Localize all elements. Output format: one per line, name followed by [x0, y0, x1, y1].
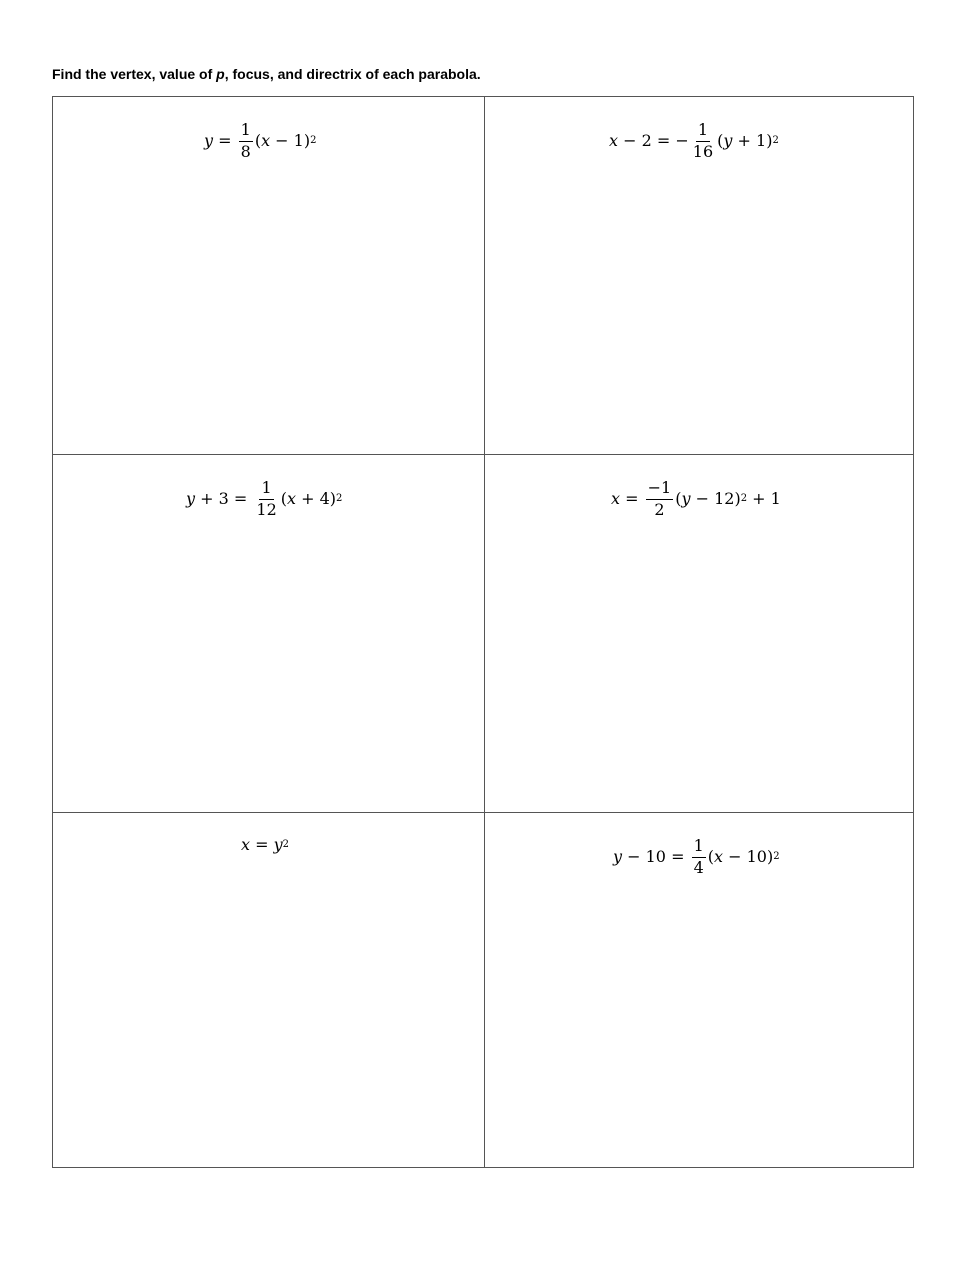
equation-2-denominator: 16	[692, 142, 714, 161]
equation-5-var: y	[273, 835, 283, 854]
problem-cell-1[interactable]	[53, 97, 484, 454]
equation-3-denominator: 12	[256, 500, 277, 519]
equation-6-lhs-var: y	[613, 847, 623, 866]
equation-2-lhs-var: x	[609, 131, 619, 150]
equation-4-lhs-rest: =	[620, 489, 644, 508]
equation-4-lhs-var: x	[611, 489, 621, 508]
problem-cell-3[interactable]	[53, 455, 484, 812]
equation-3-lhs-rest: + 3 =	[195, 489, 253, 508]
equation-6-numerator: 1	[692, 837, 706, 858]
equation-4-fraction	[646, 479, 674, 519]
equation-2-numerator: 1	[696, 121, 710, 142]
equation-5-lhs-var: x	[241, 835, 251, 854]
equation-3-fraction	[254, 479, 278, 519]
equation-6-var: x	[714, 847, 724, 866]
equation-2-var: y	[723, 131, 733, 150]
equation-1-lhs-rest: =	[213, 131, 237, 150]
equation-1-denominator: 8	[240, 142, 251, 161]
instructions	[52, 64, 481, 84]
equation-2-fraction	[691, 121, 715, 161]
equation-2-lhs-rest: − 2 = −	[618, 131, 689, 150]
problem-grid	[52, 96, 914, 1168]
equation-1: y = $\frac{1}{8}$ ( x − 1) 2	[204, 120, 317, 161]
problem-cell-5[interactable]	[53, 813, 484, 1169]
equation-1-open-paren: (	[254, 131, 262, 150]
equation-4-inner: − 12)	[690, 489, 741, 508]
equation-3-lhs-var: y	[186, 489, 196, 508]
equation-3-open-paren: (	[280, 489, 287, 508]
equation-4-var: y	[681, 489, 691, 508]
equation-3-numerator: 1	[259, 479, 273, 500]
equation-2-open-paren: (	[717, 131, 724, 150]
equation-6: y − 10 = $\frac{1}{4}$ ( x − 10) 2	[613, 836, 780, 877]
equation-1-fraction	[239, 121, 253, 161]
instructions-text-before: Find the vertex, value of	[52, 66, 217, 82]
equation-1-numerator: 1	[239, 121, 253, 142]
equation-1-lhs-var: y	[204, 131, 214, 150]
equation-6-denominator: 4	[693, 858, 704, 877]
equation-3: y + 3 = $\frac{1}{12}$ ( x + 4) 2	[186, 478, 343, 519]
equation-6-lhs-rest: − 10 =	[622, 847, 690, 866]
equation-1-inner: − 1)	[270, 131, 311, 150]
equation-3-inner: + 4)	[296, 489, 337, 508]
equation-2: x − 2 = − $\frac{1}{16}$ ( y + 1) 2	[609, 120, 779, 161]
equation-1-var: x	[261, 131, 271, 150]
equation-6-inner: − 10)	[723, 847, 774, 866]
equation-4: x = $\frac{-1}{2}$ ( y − 12) 2 + 1	[611, 478, 781, 519]
equation-5-lhs-rest: =	[250, 835, 274, 854]
equation-3-var: x	[287, 489, 297, 508]
problem-cell-4[interactable]	[485, 455, 915, 812]
equation-2-inner: + 1)	[732, 131, 773, 150]
equation-4-numerator: −1	[646, 479, 674, 500]
problem-cell-6[interactable]	[485, 813, 915, 1169]
equation-4-denominator: 2	[654, 500, 665, 519]
instructions-variable-p: p	[216, 66, 225, 82]
instructions-text-after: , focus, and directrix of each parabola.	[224, 66, 481, 82]
problem-cell-2[interactable]	[485, 97, 915, 454]
equation-5: x = y 2	[241, 835, 290, 854]
equation-4-tail: + 1	[747, 489, 781, 508]
equation-6-fraction	[692, 837, 706, 877]
equation-6-open-paren: (	[707, 847, 714, 866]
equation-4-open-paren: (	[675, 489, 682, 508]
